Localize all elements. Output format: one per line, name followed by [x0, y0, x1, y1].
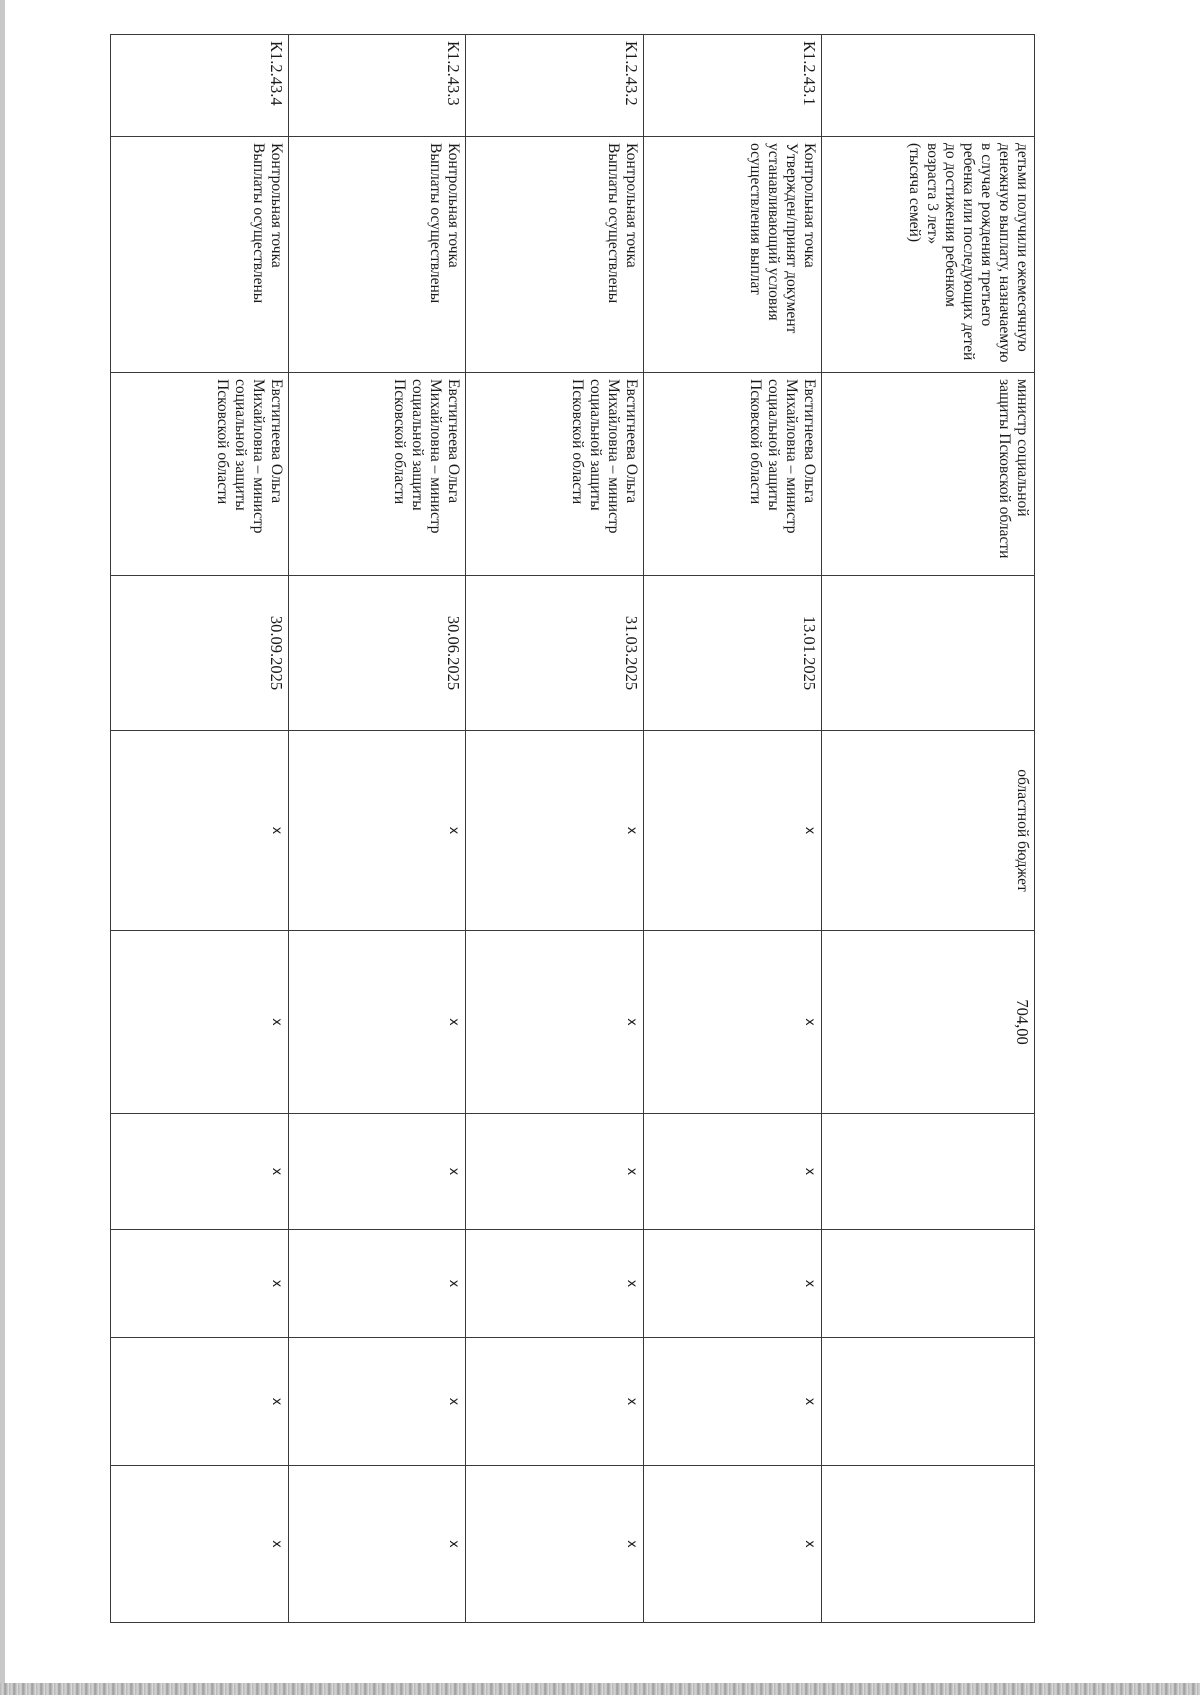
row-source: х: [288, 731, 466, 931]
row-date: 30.09.2025: [111, 576, 289, 731]
table-row: [288, 35, 466, 1623]
row-cell: [822, 1338, 1035, 1466]
row-code: К1.2.43.2: [466, 35, 644, 137]
row-date: [822, 576, 1035, 731]
row-name: Контрольная точка Выплаты осуществлены: [111, 137, 289, 373]
row-code: К1.2.43.4: [111, 35, 289, 137]
row-cell: х: [111, 1114, 289, 1230]
scan-noise-strip: [0, 1683, 1200, 1695]
row-cell: х: [288, 1338, 466, 1466]
table-row: [643, 35, 822, 1623]
row-cell: [822, 1230, 1035, 1338]
row-cell: х: [111, 1338, 289, 1466]
row-cell: [822, 1466, 1035, 1623]
row-responsible: министр социальной защиты Псковской области: [822, 373, 1035, 576]
row-source: х: [643, 731, 822, 931]
row-cell: х: [288, 1230, 466, 1338]
row-cell: х: [111, 1230, 289, 1338]
row-value: х: [288, 931, 466, 1114]
row-name: Контрольная точка Выплаты осуществлены: [466, 137, 644, 373]
row-responsible: Евстигнеева Ольга Михайловна – министр социальной защиты Псковской области: [466, 373, 644, 576]
row-name: детьми получили ежемесячную денежную выплату, назначаемую в случае рождения третьего ребенка или последующих детей до достижения ребенком возраста 3 лет» (тысяча семей): [822, 137, 1035, 373]
row-source: х: [111, 731, 289, 931]
row-responsible: Евстигнеева Ольга Михайловна – министр социальной защиты Псковской области: [111, 373, 289, 576]
row-cell: х: [466, 1466, 644, 1623]
row-value: х: [466, 931, 644, 1114]
row-date: 31.03.2025: [466, 576, 644, 731]
row-cell: х: [643, 1338, 822, 1466]
row-value: 704,00: [822, 931, 1035, 1114]
row-responsible: Евстигнеева Ольга Михайловна – министр социальной защиты Псковской области: [643, 373, 822, 576]
row-cell: х: [466, 1114, 644, 1230]
row-code: [822, 35, 1035, 137]
row-cell: х: [466, 1230, 644, 1338]
row-value: х: [643, 931, 822, 1114]
rotated-table-wrapper: [110, 34, 1035, 1622]
row-cell: х: [288, 1114, 466, 1230]
row-cell: х: [643, 1114, 822, 1230]
row-source: х: [466, 731, 644, 931]
row-name: Контрольная точка Выплаты осуществлены: [288, 137, 466, 373]
row-source: областной бюджет: [822, 731, 1035, 931]
row-responsible: Евстигнеева Ольга Михайловна – министр социальной защиты Псковской области: [288, 373, 466, 576]
row-name: Контрольная точка Утвержден/принят документ устанавливающий условия осуществления выплат: [643, 137, 822, 373]
row-value: х: [111, 931, 289, 1114]
row-cell: х: [643, 1466, 822, 1623]
table-row: [822, 35, 1035, 1623]
row-date: 13.01.2025: [643, 576, 822, 731]
table-row: [466, 35, 644, 1623]
row-cell: х: [466, 1338, 644, 1466]
row-date: 30.06.2025: [288, 576, 466, 731]
table-row: [111, 35, 289, 1623]
row-cell: х: [111, 1466, 289, 1623]
row-cell: х: [288, 1466, 466, 1623]
row-cell: х: [643, 1230, 822, 1338]
scan-edge: [0, 0, 5, 1695]
row-cell: [822, 1114, 1035, 1230]
row-code: К1.2.43.3: [288, 35, 466, 137]
row-code: К1.2.43.1: [643, 35, 822, 137]
plan-table: [110, 34, 1035, 1623]
